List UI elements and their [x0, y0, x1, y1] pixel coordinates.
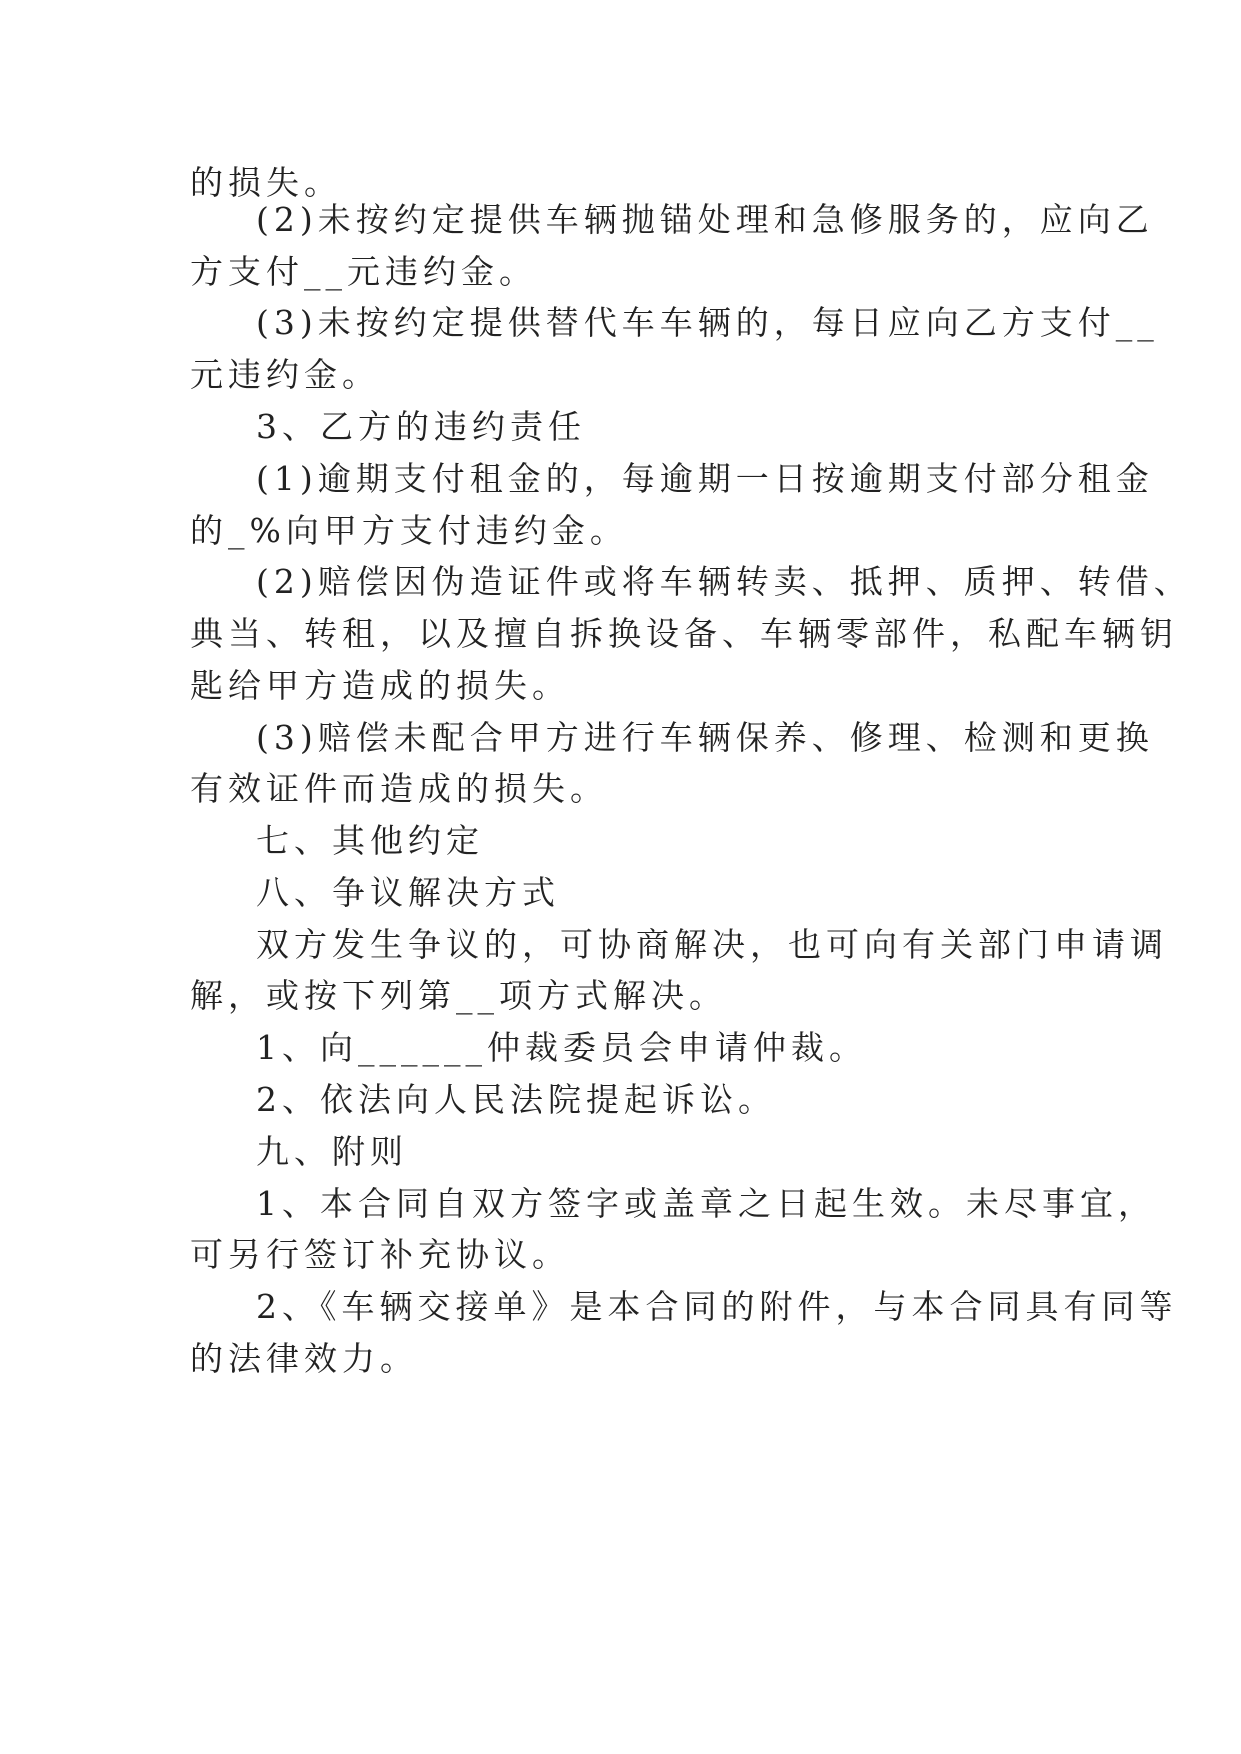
text-line: 2、《车辆交接单》是本合同的附件，与本合同具有同等 [256, 1287, 1178, 1326]
text-line: 典当、转租，以及擅自拆换设备、车辆零部件，私配车辆钥 [190, 614, 1178, 653]
text-line: 的损失。 [190, 163, 342, 202]
text-line: 1、本合同自双方签字或盖章之日起生效。未尽事宜， [256, 1184, 1156, 1223]
text-line: (3)赔偿未配合甲方进行车辆保养、修理、检测和更换 [256, 718, 1154, 757]
text-line: (3)未按约定提供替代车车辆的，每日应向乙方支付__ [256, 303, 1159, 342]
text-line: 解，或按下列第__项方式解决。 [190, 976, 727, 1015]
text-line: (1)逾期支付租金的，每逾期一日按逾期支付部分租金 [256, 459, 1154, 498]
text-line: 匙给甲方造成的损失。 [190, 666, 570, 705]
text-line: 方支付__元违约金。 [190, 252, 537, 291]
text-line: 可另行签订补充协议。 [190, 1235, 570, 1274]
text-line: 3、乙方的违约责任 [256, 407, 586, 446]
text-line: 元违约金。 [190, 355, 380, 394]
section-heading: 七、其他约定 [256, 821, 484, 860]
text-line: (2)赔偿因伪造证件或将车辆转卖、抵押、质押、转借、 [256, 562, 1192, 601]
text-line: 的_%向甲方支付违约金。 [190, 511, 628, 550]
text-line: 的法律效力。 [190, 1339, 418, 1378]
text-line: (2)未按约定提供车辆抛锚处理和急修服务的，应向乙 [256, 200, 1154, 239]
section-heading: 九、附则 [256, 1132, 408, 1171]
text-line: 1、向______仲裁委员会申请仲裁。 [256, 1028, 867, 1067]
section-heading: 八、争议解决方式 [256, 873, 560, 912]
text-line: 2、依法向人民法院提起诉讼。 [256, 1080, 776, 1119]
text-line: 双方发生争议的，可协商解决，也可向有关部门申请调 [256, 925, 1168, 964]
text-line: 有效证件而造成的损失。 [190, 769, 608, 808]
